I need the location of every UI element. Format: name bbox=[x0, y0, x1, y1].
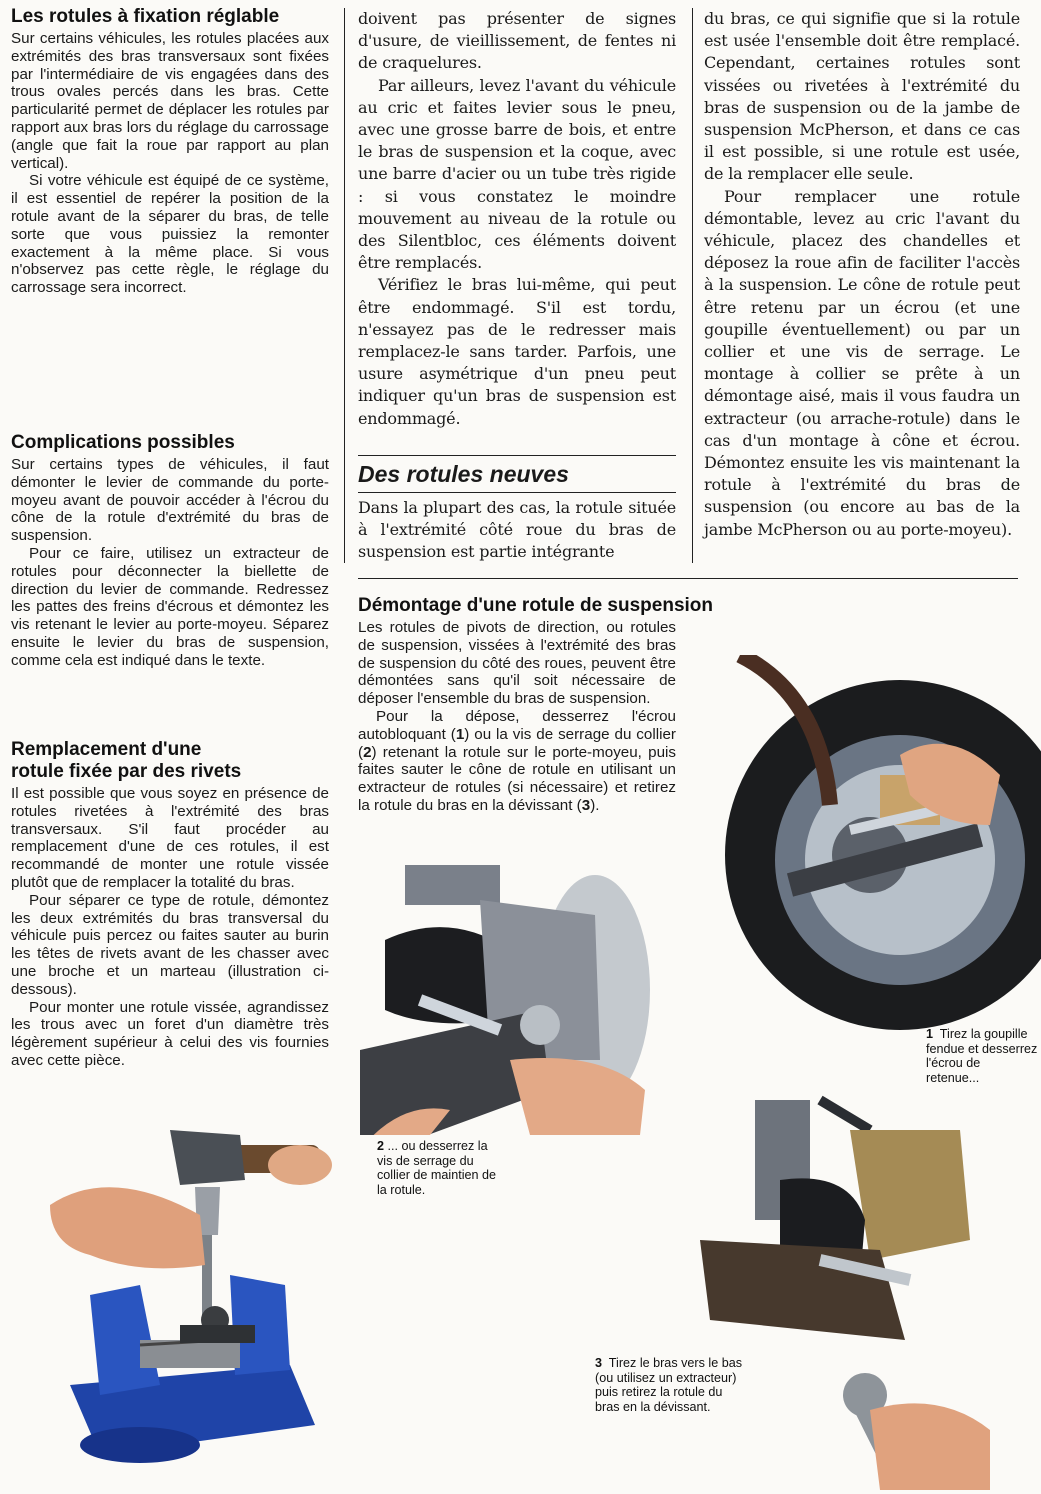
heading-rotules-reglables: Les rotules à fixation réglable bbox=[11, 6, 280, 27]
section-rule bbox=[358, 492, 676, 493]
caption-3 bbox=[595, 1356, 785, 1414]
caption-line: Tirez la goupille bbox=[939, 1027, 1028, 1041]
paragraph: Par ailleurs, levez l'avant du véhicule au cric et faites levier sous le pneu, avec une grosse barre de bois, et entre le bras de suspension et la coque, avec une barre d'acier ou un tube très rigide : si vous constatez le moindre mouvement au niveau de la rotule ou des Silentbloc, ces éléments doivent être remplacés. bbox=[358, 75, 676, 273]
text-run: Pour la dépose, desserrez l'écrou autobloquant ( bbox=[358, 707, 676, 743]
heading-line: Remplacement d'une bbox=[11, 739, 202, 760]
caption-line: ... ou desserrez la bbox=[387, 1139, 488, 1153]
paragraph: Les rotules de pivots de direction, ou rotules de suspension, vissées à l'extrémité des bras de suspension du côté des roues, peuvent être démontées sans qu'il soit nécessaire de déposer l'ensemble du bras de suspension. bbox=[358, 619, 676, 708]
caption-line: puis retirez la rotule du bbox=[595, 1385, 723, 1400]
caption-line: Tirez le bras vers le bas bbox=[608, 1356, 743, 1370]
caption-number: 3 bbox=[595, 1356, 603, 1370]
left-column-section-3 bbox=[11, 739, 329, 1070]
paragraph: doivent pas présenter de signes d'usure, de vieillissement, de fentes ni de craquelures. bbox=[358, 9, 676, 73]
paragraph: Pour monter une rotule vissée, agrandissez les trous avec un foret d'un diamètre très légèrement supérieur à celui des vis fournies avec cette pièce. bbox=[11, 998, 329, 1069]
caption-1 bbox=[926, 1027, 1041, 1085]
column-divider bbox=[692, 8, 693, 563]
text-run: ). bbox=[590, 796, 600, 814]
step-number: 2 bbox=[363, 743, 372, 761]
middle-column-new-joints bbox=[358, 460, 676, 488]
column-divider bbox=[344, 8, 345, 563]
caption-line: retenue... bbox=[926, 1070, 980, 1085]
text-run: ) retenant la rotule sur le porte-moyeu, puis faites sauter le cône de rotule en utilisant un extracteur de rotules (si nécessaire) et retirez la rotule du bras en la dévissant ( bbox=[358, 743, 676, 814]
left-column-section-2 bbox=[11, 432, 329, 670]
step-number: 3 bbox=[581, 796, 591, 814]
paragraph bbox=[358, 708, 676, 815]
paragraph: Si votre véhicule est équipé de ce système, il est essentiel de repérer la position de la rotule avant de la séparer du bras, de telle sorte que vous puissiez la remonter exactement à la même place. Si vous n'observez pas cette règle, le réglage du carrossage sera incorrect. bbox=[11, 172, 329, 297]
paragraph: Sur certains types de véhicules, il faut démonter le levier de commande du porte-moyeu avant de pouvoir accéder à l'écrou du cône de la rotule d'extrémité du bras de suspension. bbox=[11, 456, 329, 545]
section-rule bbox=[358, 578, 1018, 579]
paragraph: Pour remplacer une rotule démontable, levez au cric l'avant du véhicule, placez des chandelles et déposez la roue afin de faciliter l'accès à la suspension. Le cône de rotule peut être retenu par un écrou (et une goupille éventuellement) ou par un collier et une vis de serrage. Le montage à collier se prête à un démontage aisé, mais il vous faudra un extracteur (ou arrache-rotule) dans le cas d'un montage à cône et écrou. Démontez ensuite les vis maintenant la rotule à l'extrémité du bras de suspension (ou encore au bas de la jambe McPherson ou au porte-moyeu). bbox=[704, 186, 1020, 539]
caption-number: 1 bbox=[926, 1027, 934, 1041]
paragraph: Dans la plupart des cas, la rotule située à l'extrémité côté roue du bras de suspension est partie intégrante bbox=[358, 498, 676, 562]
heading-demontage: Démontage d'une rotule de suspension bbox=[358, 595, 714, 616]
paragraph: Pour séparer ce type de rotule, démontez les deux extrémités du bras transversal du véhicule puis percez ou faites sauter au burin les têtes de rivets avant de les chasser avec une broche et un marteau (illustration ci-dessous). bbox=[11, 891, 329, 998]
wheel-wrench-illustration bbox=[700, 655, 1041, 1030]
paragraph: Vérifiez le bras lui-même, qui peut être endommagé. S'il est tordu, n'essayez pas de le redresser mais remplacez-le sans tarder. Parfois, une usure asymétrique d'un pneu peut indiquer qu'un bras de suspension est endommagé. bbox=[358, 275, 676, 428]
text-run: ) ou la vis de serrage du collier ( bbox=[358, 725, 676, 761]
heading-rotules-neuves: Des rotules neuves bbox=[358, 461, 569, 487]
caption-number: 2 bbox=[377, 1139, 385, 1153]
section-rule bbox=[358, 455, 676, 456]
middle-column-new-joints-text bbox=[358, 497, 676, 564]
caption-line: bras en la dévissant. bbox=[595, 1399, 711, 1414]
caption-line: fendue et desserrez bbox=[926, 1041, 1038, 1056]
paragraph: Pour ce faire, utilisez un extracteur de rotules pour déconnecter la biellette de direction du levier de commande. Redressez les pattes des freins d'écrous et démontez les vis retenant le levier au porte-moyeu. Séparez ensuite le levier du bras de suspension, comme cela est indiqué dans le texte. bbox=[11, 544, 329, 669]
hub-wrench-illustration bbox=[360, 860, 690, 1135]
right-column bbox=[704, 8, 1020, 541]
paragraph: du bras, ce qui signifie que si la rotule est usée l'ensemble doit être remplacé. Cependant, certaines rotules sont vissées ou rivetées à l'extrémité du bras de suspension ou de la jambe de suspension McPherson, et dans ce cas il est possible, si une rotule est usée, de la remplacer elle seule. bbox=[704, 9, 1020, 184]
middle-column bbox=[358, 8, 676, 430]
heading-rivets bbox=[11, 739, 329, 783]
vise-hammer-illustration bbox=[30, 1125, 340, 1490]
heading-complications: Complications possibles bbox=[11, 432, 235, 453]
caption-line: (ou utilisez un extracteur) bbox=[595, 1370, 737, 1385]
step-number: 1 bbox=[455, 725, 465, 743]
caption-2 bbox=[377, 1139, 547, 1197]
caption-line: l'écrou de bbox=[926, 1056, 981, 1071]
heading-line: rotule fixée par des rivets bbox=[11, 761, 242, 782]
caption-line: la rotule. bbox=[377, 1182, 426, 1197]
demontage-section bbox=[358, 595, 714, 815]
paragraph: Sur certains véhicules, les rotules placées aux extrémités des bras transversaux sont fixées par l'intermédiaire de vis engagées dans des trous ovales percés dans les bras. Cette particularité permet de déplacer les rotules par rapport aux bras lors du réglage du carrossage (angle que fait la roue par rapport au plan vertical). bbox=[11, 30, 329, 172]
caption-line: collier de maintien de bbox=[377, 1168, 497, 1183]
left-column bbox=[11, 6, 329, 297]
caliper-ratchet-illustration bbox=[690, 1090, 1041, 1490]
paragraph: Il est possible que vous soyez en présence de rotules rivetées à l'extrémité des bras transversaux. S'il faut procéder au remplacement d'une de ces rotules, il est recommandé de monter une rotule vissée plutôt que de remplacer la totalité du bras. bbox=[11, 785, 329, 891]
caption-line: vis de serrage du bbox=[377, 1153, 474, 1168]
